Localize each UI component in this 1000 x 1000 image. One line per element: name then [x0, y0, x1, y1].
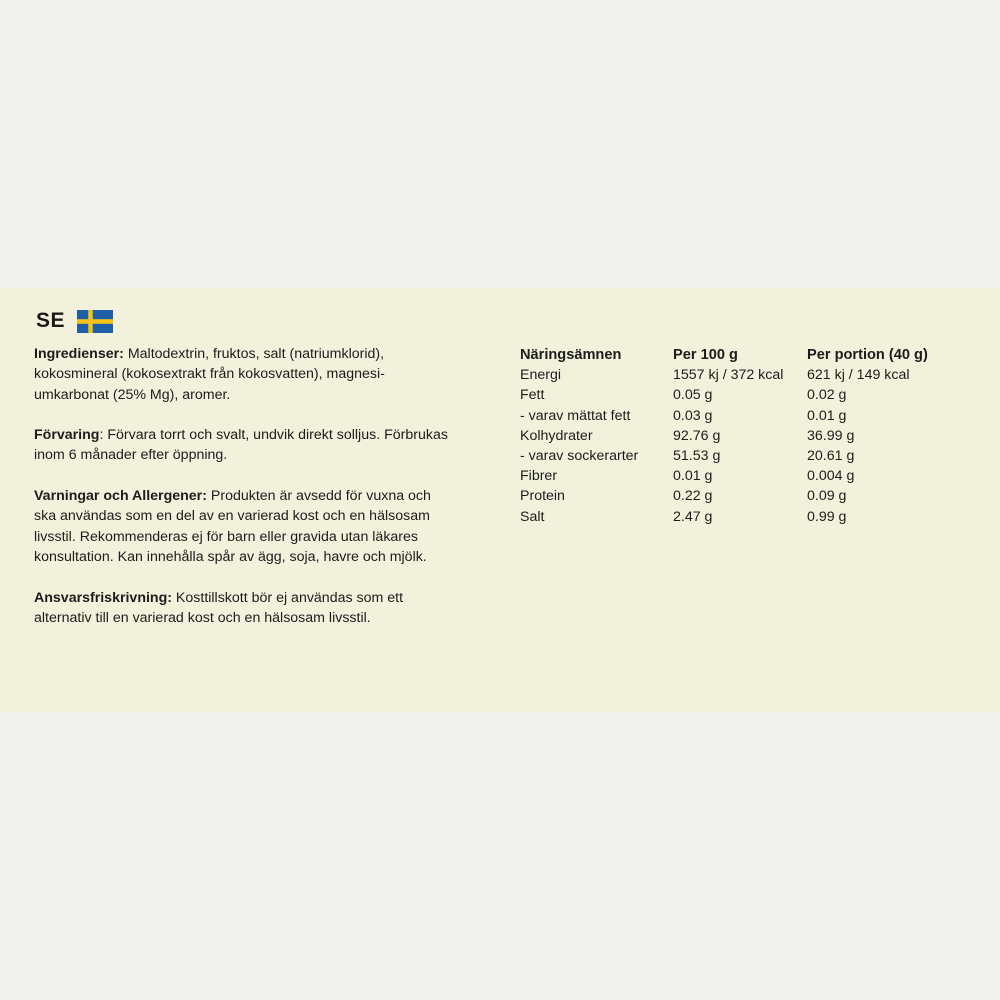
ingredients-text: Maltodextrin, fruktos, salt (natriumklorid), kokosmineral (kokosextrakt från kokosvatten), magnesi-umkarbonat (25% Mg), aromer. [34, 346, 385, 403]
storage-heading: Förvaring [34, 427, 100, 444]
per-portion-column-header: Per portion (40 g) [807, 347, 928, 364]
per-portion-cell: 621 kj / 149 kcal [807, 367, 910, 384]
nutrient-name-cell: Fibrer [520, 468, 558, 485]
product-info-column [34, 344, 454, 648]
language-code: SE [36, 309, 66, 332]
disclaimer-text: Kosttillskott bör ej användas som ett alternativ till en varierad kost och en hälsosam livsstil. [34, 589, 404, 626]
disclaimer-heading: Ansvarsfriskrivning: [34, 589, 172, 606]
language-header [36, 309, 113, 333]
nutrition-row [520, 507, 957, 527]
per-portion-cell: 36.99 g [807, 427, 855, 444]
nutrient-name-cell: Protein [520, 488, 565, 505]
ingredients-paragraph [34, 344, 454, 405]
per-100g-column-header: Per 100 g [673, 347, 738, 364]
flag-cross-horizontal [77, 319, 113, 324]
per-100g-cell: 0.03 g [673, 407, 713, 424]
nutrition-row [520, 385, 957, 405]
per-100g-cell: 51.53 g [673, 448, 721, 465]
per-100g-cell: 92.76 g [673, 427, 721, 444]
nutrient-name-cell: - varav sockerarter [520, 448, 639, 465]
per-100g-cell: 0.05 g [673, 387, 713, 404]
per-100g-cell: 1557 kj / 372 kcal [673, 367, 784, 384]
per-100g-cell: 2.47 g [673, 508, 713, 525]
nutrient-name-cell: Salt [520, 508, 545, 525]
sweden-flag-icon [77, 310, 113, 333]
nutrient-name-cell: Kolhydrater [520, 427, 593, 444]
ingredients-heading: Ingredienser: [34, 346, 124, 362]
per-100g-cell: 0.01 g [673, 468, 713, 485]
nutrition-row [520, 365, 957, 385]
nutrition-row [520, 446, 957, 466]
warnings-text: Produkten är avsedd för vuxna och ska användas som en del av en varierad kost och en hälsosam livsstil. Rekommenderas ej för barn eller gravida utan läkares konsultation. Kan innehålla spår av ägg, soja, havre och mjölk. [34, 488, 431, 565]
per-portion-cell: 0.004 g [807, 468, 855, 485]
nutrient-name-cell: - varav mättat fett [520, 407, 631, 424]
per-portion-cell: 0.01 g [807, 407, 847, 424]
warnings-heading: Varningar och Allergener: [34, 488, 207, 505]
nutrition-table [520, 345, 957, 527]
nutrition-row [520, 486, 957, 506]
per-portion-cell: 20.61 g [807, 448, 855, 465]
storage-paragraph [34, 425, 454, 466]
per-portion-cell: 0.02 g [807, 387, 847, 404]
nutrient-name-cell: Energi [520, 367, 562, 384]
nutrient-column-header: Näringsämnen [520, 347, 622, 364]
storage-text: : Förvara torrt och svalt, undvik direkt solljus. Förbrukas inom 6 månader efter öppning. [34, 427, 448, 464]
disclaimer-paragraph [34, 588, 454, 629]
per-portion-cell: 0.09 g [807, 488, 847, 505]
nutrition-row [520, 406, 957, 426]
per-portion-cell: 0.99 g [807, 508, 847, 525]
product-label-panel [0, 288, 1000, 712]
per-100g-cell: 0.22 g [673, 488, 713, 505]
nutrient-name-cell: Fett [520, 387, 545, 404]
nutrition-table-body [520, 365, 957, 527]
warnings-paragraph [34, 486, 454, 567]
nutrition-header-row [520, 345, 957, 365]
nutrition-row [520, 426, 957, 446]
nutrition-row [520, 466, 957, 486]
